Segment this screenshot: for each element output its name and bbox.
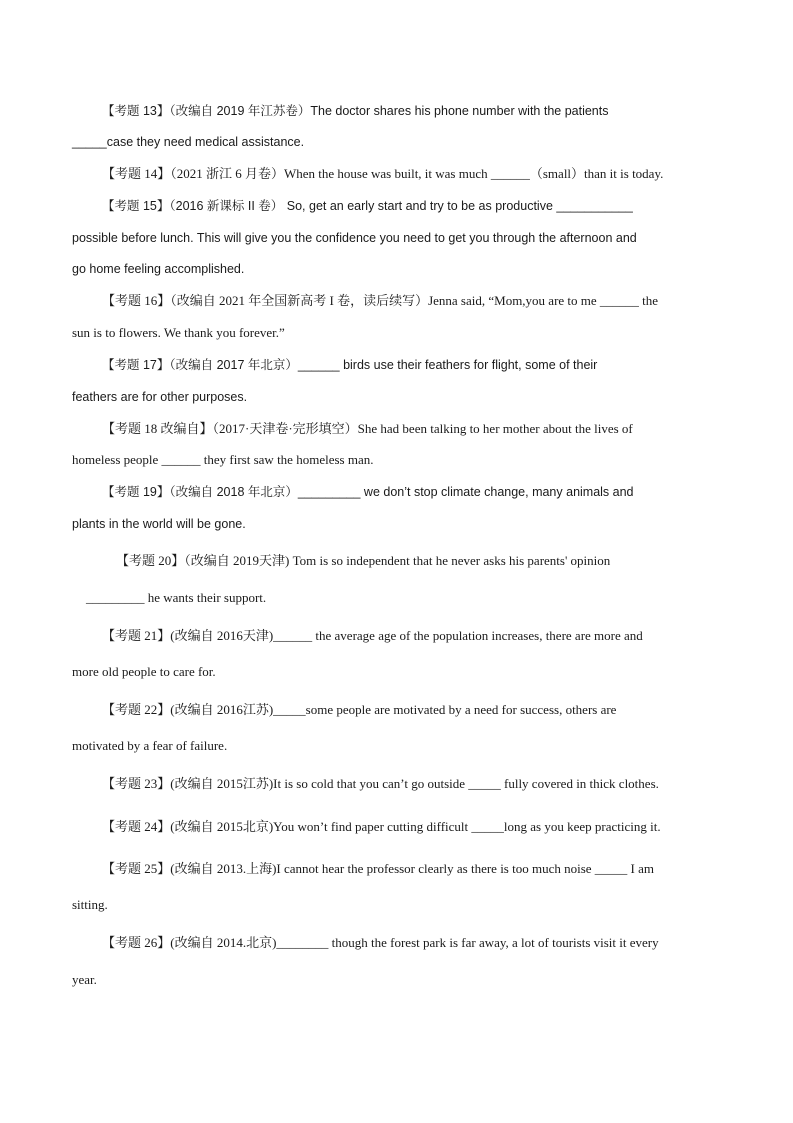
question-14-line-1: 【考题 14】（2021 浙江 6 月卷）When the house was built, it was much ______（small）than it is today. [102, 166, 664, 181]
question-16-line-2: sun is to flowers. We thank you forever.” [72, 325, 285, 340]
question-19-line-1: 【考题 19】（改编自 2018 年北京）_________ we don’t stop climate change, many animals and [102, 485, 634, 499]
question-15-line-1: 【考题 15】（2016 新课标 II 卷） So, get an early start and try to be as productive ___________ [102, 199, 633, 213]
question-19-line-2: plants in the world will be gone. [72, 517, 246, 531]
question-26-line-2: year. [72, 972, 97, 987]
question-22-line-1: 【考题 22】(改编自 2016江苏)_____some people are motivated by a need for success, others are [102, 702, 617, 717]
question-20-line-2: _________ he wants their support. [86, 590, 267, 605]
question-24-line-1: 【考题 24】(改编自 2015北京)You won’t find paper cutting difficult _____long as you keep practicing it. [102, 819, 661, 834]
question-23-line-1: 【考题 23】(改编自 2015江苏)It is so cold that you can’t go outside _____ fully covered in thick clothes. [102, 776, 659, 791]
question-13-line-1: 【考题 13】（改编自 2019 年江苏卷）The doctor shares his phone number with the patients [102, 104, 609, 118]
question-15-line-3: go home feeling accomplished. [72, 262, 245, 276]
question-18-line-2: homeless people ______ they first saw the homeless man. [72, 452, 374, 467]
question-21-line-1: 【考题 21】(改编自 2016天津)______ the average age of the population increases, there are more and [102, 628, 643, 643]
question-25-line-1: 【考题 25】(改编自 2013.上海)I cannot hear the professor clearly as there is too much noise _____ I am [102, 861, 655, 876]
question-18-line-1: 【考题 18 改编自】（2017·天津卷·完形填空）She had been talking to her mother about the lives of [102, 421, 633, 436]
question-15-line-2: possible before lunch. This will give you the confidence you need to get you through the afternoon and [72, 231, 637, 245]
question-22-line-2: motivated by a fear of failure. [72, 738, 228, 753]
question-16-line-1: 【考题 16】（改编自 2021 年全国新高考 I 卷，读后续写）Jenna said, “Mom,you are to me ______ the [102, 293, 659, 308]
question-21-line-2: more old people to care for. [72, 664, 216, 679]
question-25-line-2: sitting. [72, 897, 108, 912]
question-26-line-1: 【考题 26】(改编自 2014.北京)________ though the forest park is far away, a lot of tourists visit it every [102, 935, 659, 950]
question-17-line-2: feathers are for other purposes. [72, 390, 248, 404]
question-17-line-1: 【考题 17】（改编自 2017 年北京）______ birds use their feathers for flight, some of their [102, 358, 598, 372]
question-20-line-1: 【考题 20】（改编自 2019天津) Tom is so independent that he never asks his parents' opinion [116, 553, 611, 568]
question-13-line-2: _____case they need medical assistance. [72, 135, 305, 149]
